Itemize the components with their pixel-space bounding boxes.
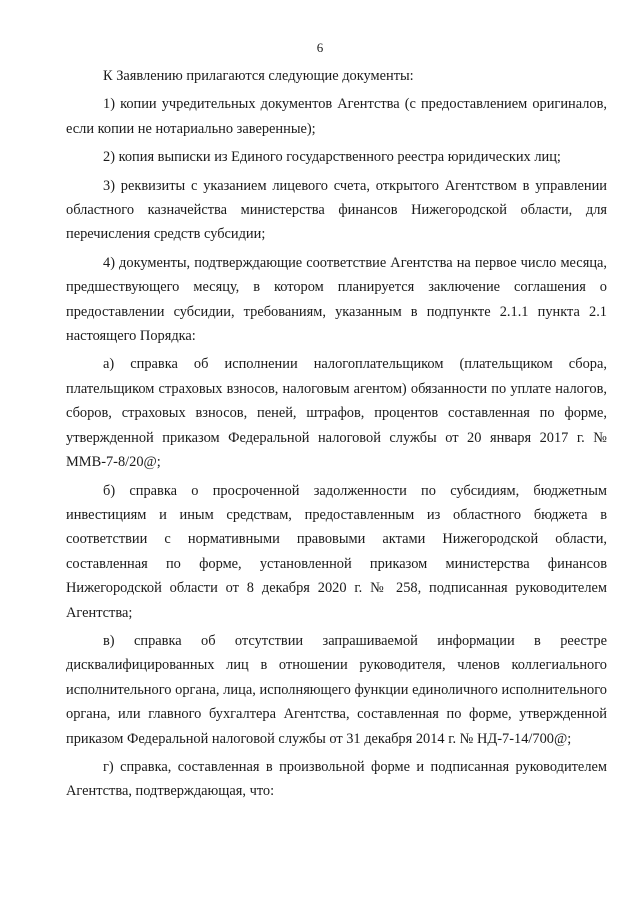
subitem-g-paragraph: г) справка, составленная в произвольной форме и подписанная руководителем Агентства, подтверждающая, что: bbox=[66, 758, 607, 800]
subitem-v-paragraph: в) справка об отсутствии запрашиваемой информации в реестре дисквалифицированных лиц в отношении руководителя, членов коллегиального исполнительного органа, лица, исполняющего функции единоличного исполнительного органа, или главного бухгалтера Агентства, составленная по форме, утвержденной приказом Федеральной налоговой службы от 31 декабря 2014 г. № НД-7-14/700@; bbox=[66, 632, 607, 747]
document-body bbox=[66, 64, 607, 804]
intro-paragraph: К Заявлению прилагаются следующие документы: bbox=[103, 68, 414, 84]
item-1-paragraph: 1) копии учредительных документов Агентства (с предоставлением оригиналов, если копии не нотариально заверенные); bbox=[66, 96, 607, 137]
item-2-paragraph: 2) копия выписки из Единого государственного реестра юридических лиц; bbox=[103, 149, 561, 166]
page-number: 6 bbox=[316, 40, 324, 55]
item-4-paragraph: 4) документы, подтверждающие соответствие Агентства на первое число месяца, предшествующего месяцу, в котором планируется заключение соглашения о предоставлении субсидии, требованиям, указанным в подпункте 2.1.1 пункта 2.1 настоящего Порядка: bbox=[66, 254, 607, 345]
item-3-paragraph: 3) реквизиты с указанием лицевого счета, открытого Агентством в управлении областного казначейства министерства финансов Нижегородской области, для перечисления средств субсидии; bbox=[66, 177, 607, 243]
subitem-b-paragraph: б) справка о просроченной задолженности по субсидиям, бюджетным инвестициям и иным средствам, предоставленным из областного бюджета в соответствии с нормативными правовыми актами Нижегородской области, составленная по форме, установленной приказом министерства финансов Нижегородской области от 8 декабря 2020 г. № 258, подписанная руководителем Агентства; bbox=[66, 482, 607, 621]
subitem-a-paragraph: а) справка об исполнении налогоплательщиком (плательщиком сбора, плательщиком страховых взносов, налоговым агентом) обязанности по уплате налогов, сборов, страховых взносов, пеней, штрафов, процентов составленная по форме, утвержденной приказом Федеральной налоговой службы от 20 января 2017 г. № ММВ-7-8/20@; bbox=[66, 356, 607, 471]
